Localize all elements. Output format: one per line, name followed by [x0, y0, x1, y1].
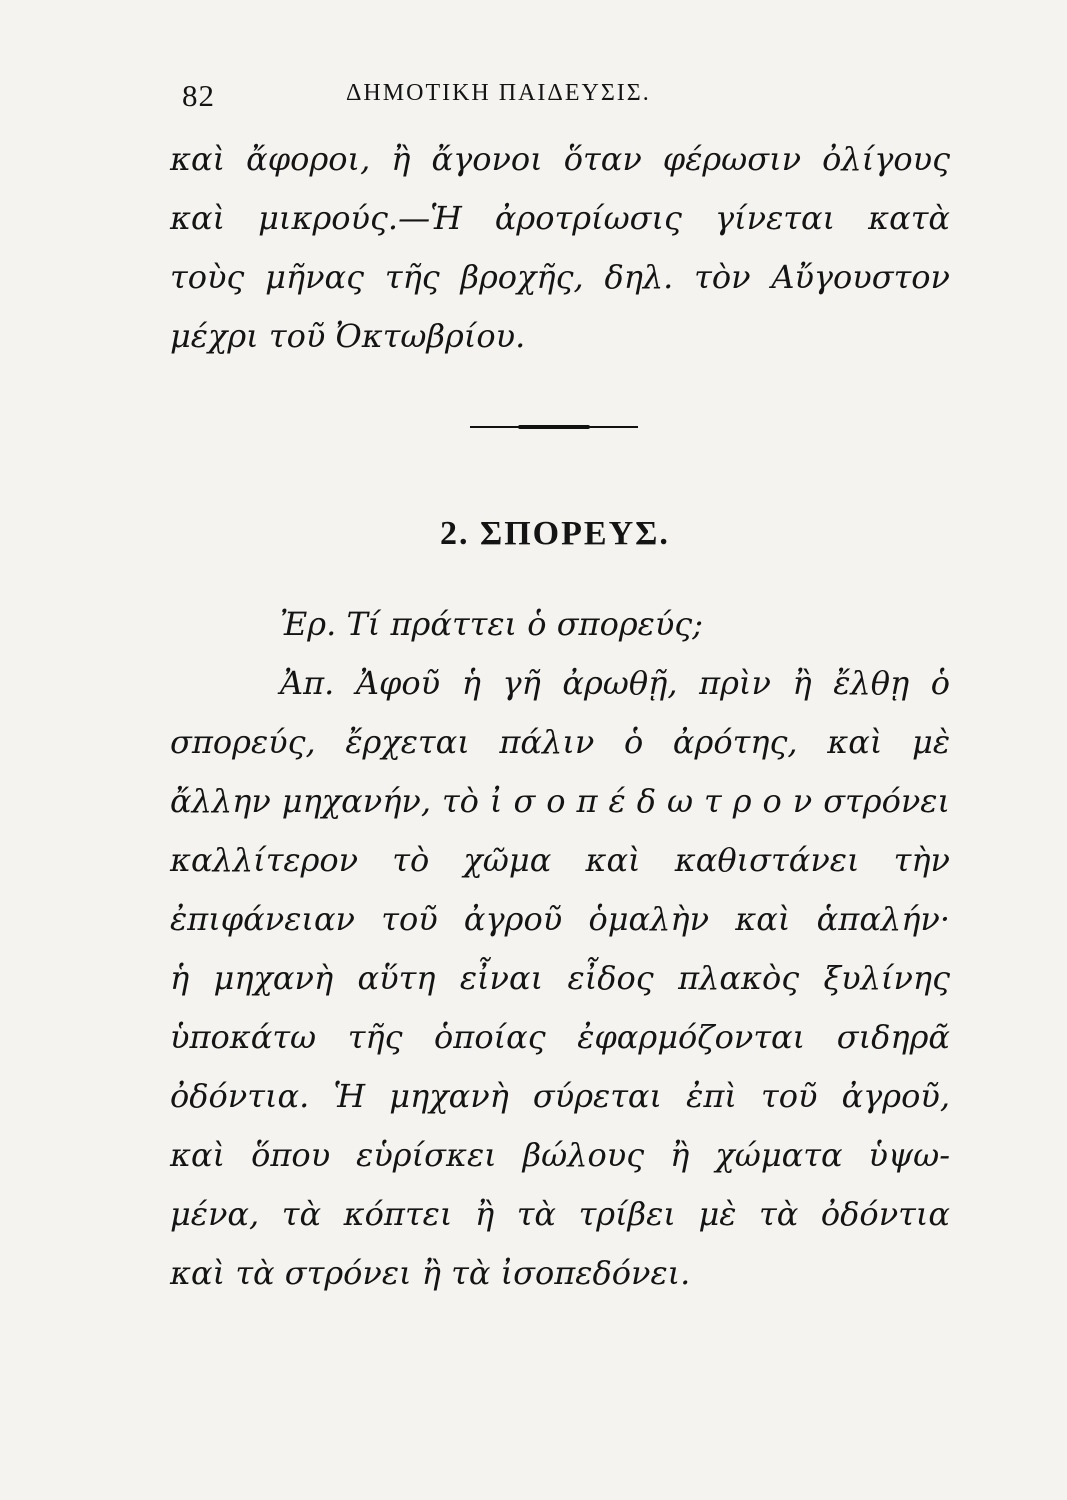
text-line: τοὺς μῆνας τῆς βροχῆς, δηλ. τὸν Αὔγουστον [170, 258, 950, 296]
page-header [182, 78, 902, 122]
paragraph-sower [170, 595, 950, 1303]
text-line: καὶ ὅπου εὑρίσκει βώλους ἢ χώματα ὑψω- [170, 1136, 950, 1174]
text-line: μένα, τὰ κόπτει ἢ τὰ τρίβει μὲ τὰ ὀδόντια [170, 1195, 950, 1233]
text-line: καλλίτερον τὸ χῶμα καὶ καθιστάνει τὴν [170, 841, 950, 879]
paragraph-plowing [170, 130, 950, 366]
divider-ornament [518, 425, 590, 429]
text-line: ἐπιφάνειαν τοῦ ἀγροῦ ὁμαλὴν καὶ ἁπαλήν· [170, 900, 950, 938]
section-heading: 2. ΣΠΟΡΕΥΣ. [440, 515, 670, 552]
text-line: καὶ τὰ στρόνει ἢ τὰ ἰσοπεδόνει. [170, 1254, 691, 1292]
text-line: ἡ μηχανὴ αὕτη εἶναι εἶδος πλακὸς ξυλίνης [170, 959, 950, 997]
section-divider [470, 425, 638, 429]
text-line: ὀδόντια. Ἡ μηχανὴ σύρεται ἐπὶ τοῦ ἀγροῦ, [170, 1077, 950, 1115]
text-line: σπορεύς, ἔρχεται πάλιν ὁ ἀρότης, καὶ μὲ [170, 723, 950, 761]
question-line: Ἐρ. Τί πράττει ὁ σπορεύς; [280, 605, 703, 643]
text-line: ἄλλην μηχανήν, τὸ ἰ σ ο π έ δ ω τ ρ ο ν στρόνει [170, 782, 950, 820]
answer-line: Ἀπ. Ἀφοῦ ἡ γῆ ἀρωθῇ, πρὶν ἢ ἔλθῃ ὁ [280, 664, 950, 702]
text-line: καὶ ἄφοροι, ἢ ἄγονοι ὅταν φέρωσιν ὀλίγους [170, 140, 950, 178]
text-line: μέχρι τοῦ Ὀκτωβρίου. [170, 317, 526, 355]
running-title: ΔΗΜΟΤΙΚΗ ΠΑΙΔΕΥΣΙΣ. [346, 80, 651, 106]
text-line: ὑποκάτω τῆς ὁποίας ἐφαρμόζονται σιδηρᾶ [170, 1018, 950, 1056]
page-number: 82 [182, 78, 215, 113]
text-line: καὶ μικρούς.—Ἡ ἀροτρίωσις γίνεται κατὰ [170, 199, 950, 237]
